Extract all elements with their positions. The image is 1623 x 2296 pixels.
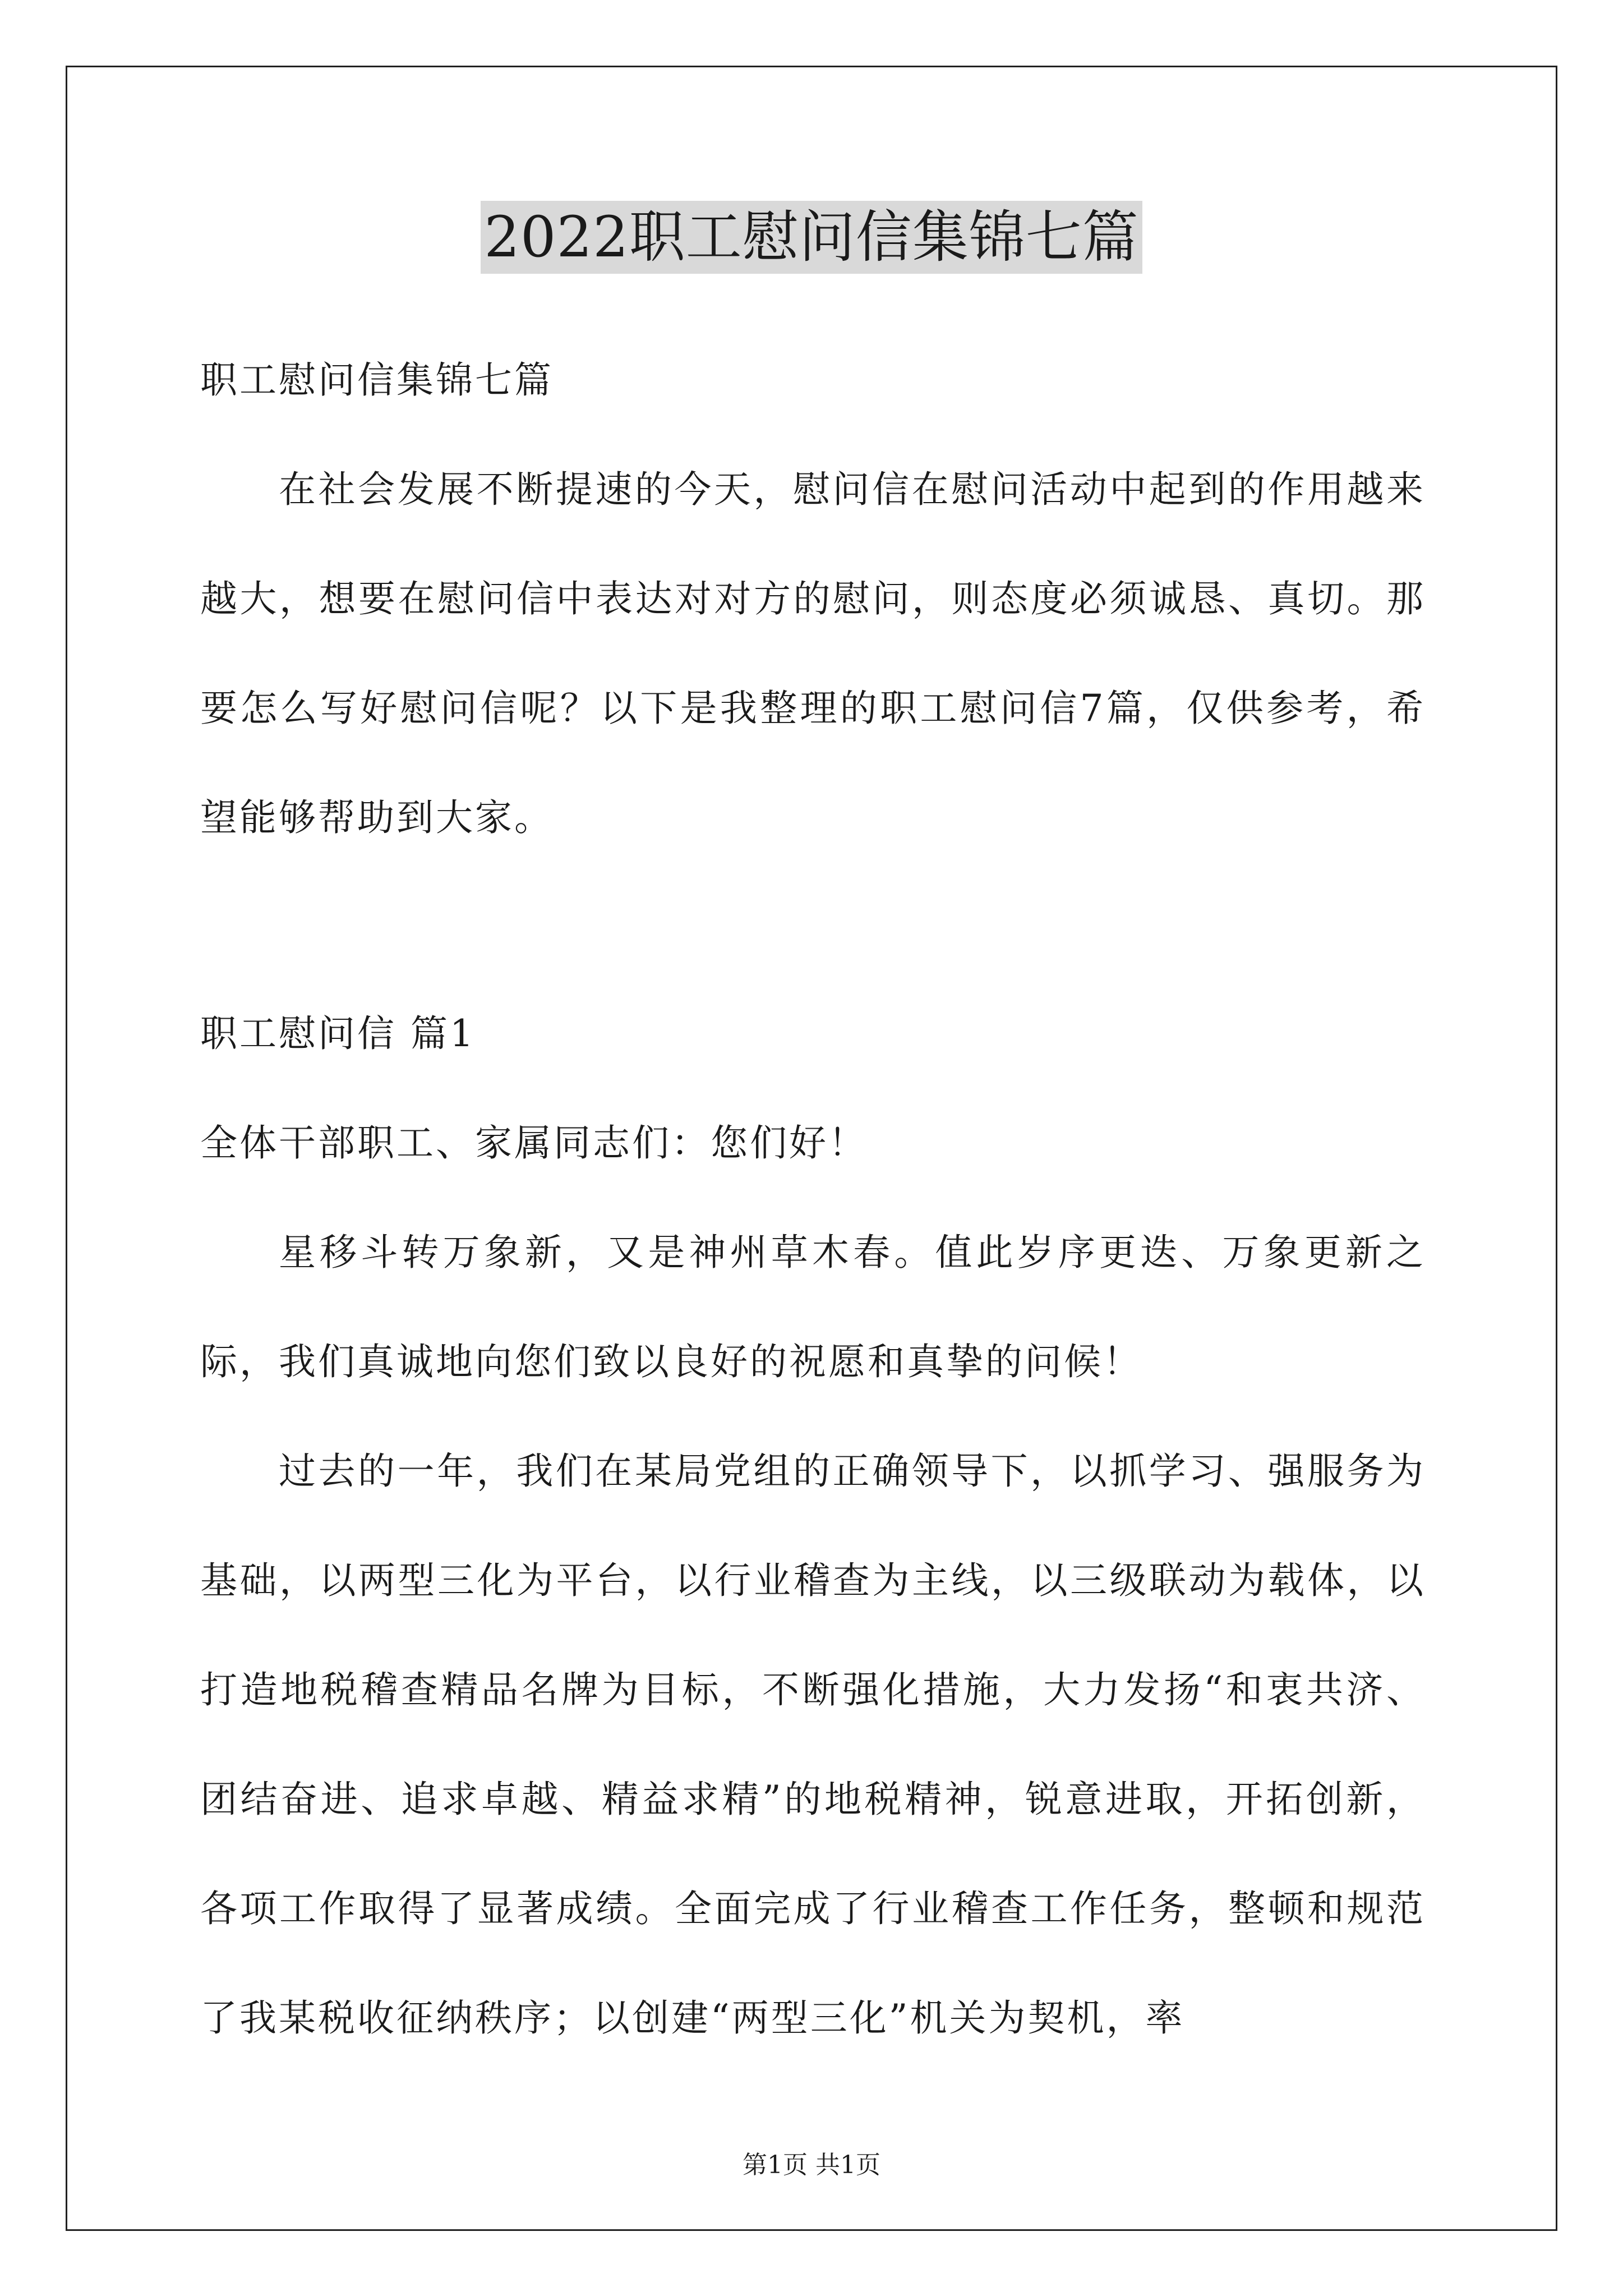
letter-paragraph-1: 星移斗转万象新，又是神州草木春。值此岁序更迭、万象更新之际，我们真诚地向您们致以良好的祝愿和真挚的问候！ — [200, 1231, 1426, 1383]
title-container — [0, 201, 1623, 274]
page-footer: 第1页 共1页 — [743, 2151, 880, 2179]
section-spacer — [200, 872, 1426, 979]
document-title: 2022职工慰问信集锦七篇 — [481, 201, 1142, 274]
section-heading: 职工慰问信 篇1 — [200, 1012, 476, 1055]
document-body — [200, 325, 1426, 2073]
letter-salutation: 全体干部职工、家属同志们：您们好！ — [200, 1121, 868, 1165]
intro-paragraph: 在社会发展不断提速的今天，慰问信在慰问活动中起到的作用越来越大，想要在慰问信中表达对对方的慰问，则态度必须诚恳、真切。那要怎么写好慰问信呢？以下是我整理的职工慰问信7篇，仅供参考，希望能够帮助到大家。 — [200, 468, 1426, 839]
letter-paragraph-2: 过去的一年，我们在某局党组的正确领导下，以抓学习、强服务为基础，以两型三化为平台，以行业稽查为主线，以三级联动为载体，以打造地税稽查精品名牌为目标，不断强化措施，大力发扬“和衷共济、团结奋进、追求卓越、精益求精”的地税精神，锐意进取，开拓创新，各项工作取得了显著成绩。全面完成了行业稽查工作任务，整顿和规范了我某税收征纳秩序；以创建“两型三化”机关为契机，率 — [200, 1450, 1426, 2040]
document-subtitle: 职工慰问信集锦七篇 — [200, 358, 554, 402]
